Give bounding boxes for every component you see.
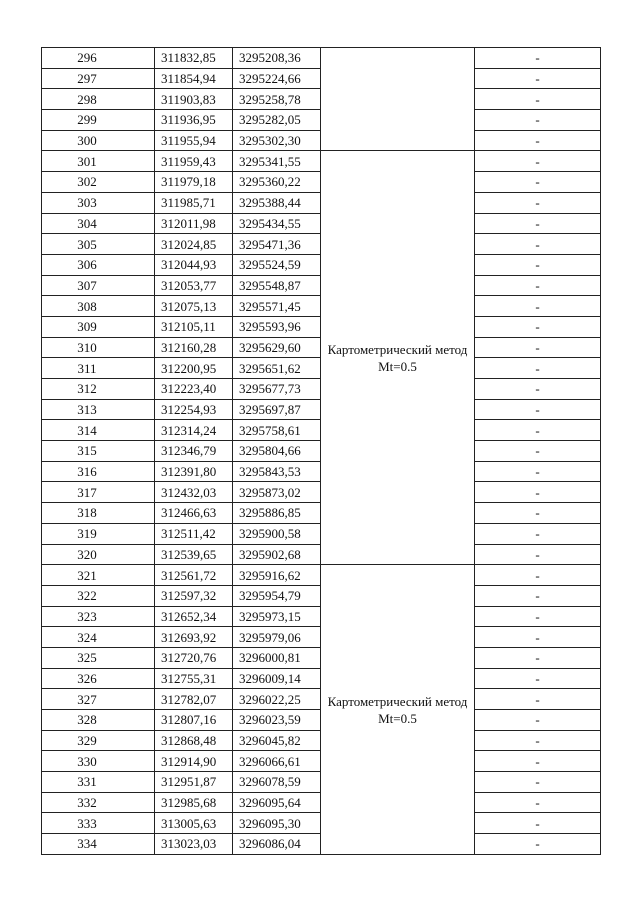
point-number: 329 — [42, 730, 155, 751]
error-value: - — [475, 420, 601, 441]
point-number: 333 — [42, 813, 155, 834]
coordinate-y: 3295571,45 — [233, 296, 321, 317]
coordinate-y: 3295651,62 — [233, 358, 321, 379]
method-cell — [321, 48, 475, 151]
table-row — [42, 48, 601, 69]
point-number: 303 — [42, 192, 155, 213]
point-number: 332 — [42, 792, 155, 813]
coordinate-y: 3295900,58 — [233, 523, 321, 544]
error-value: - — [475, 710, 601, 731]
point-number: 315 — [42, 441, 155, 462]
error-value: - — [475, 730, 601, 751]
point-number: 300 — [42, 130, 155, 151]
error-value: - — [475, 89, 601, 110]
point-number: 314 — [42, 420, 155, 441]
coordinate-y: 3295341,55 — [233, 151, 321, 172]
point-number: 305 — [42, 234, 155, 255]
coordinate-y: 3296045,82 — [233, 730, 321, 751]
coordinate-y: 3295916,62 — [233, 565, 321, 586]
point-number: 307 — [42, 275, 155, 296]
coordinate-y: 3295804,66 — [233, 441, 321, 462]
coordinate-y: 3295302,30 — [233, 130, 321, 151]
coordinate-y: 3295697,87 — [233, 399, 321, 420]
coordinate-x: 311832,85 — [155, 48, 233, 69]
coordinate-x: 312693,92 — [155, 627, 233, 648]
point-number: 302 — [42, 172, 155, 193]
coordinate-x: 311936,95 — [155, 110, 233, 131]
error-value: - — [475, 792, 601, 813]
coordinate-x: 312346,79 — [155, 441, 233, 462]
error-value: - — [475, 213, 601, 234]
coordinate-x: 313023,03 — [155, 834, 233, 855]
error-value: - — [475, 296, 601, 317]
coordinates-table-body — [42, 48, 601, 855]
point-number: 321 — [42, 565, 155, 586]
coordinate-x: 311979,18 — [155, 172, 233, 193]
error-value: - — [475, 441, 601, 462]
error-value: - — [475, 48, 601, 69]
coordinate-y: 3295979,06 — [233, 627, 321, 648]
coordinate-x: 312914,90 — [155, 751, 233, 772]
error-value: - — [475, 647, 601, 668]
error-value: - — [475, 751, 601, 772]
point-number: 309 — [42, 316, 155, 337]
error-value: - — [475, 585, 601, 606]
coordinate-y: 3296066,61 — [233, 751, 321, 772]
coordinate-x: 312720,76 — [155, 647, 233, 668]
error-value: - — [475, 358, 601, 379]
coordinate-y: 3296009,14 — [233, 668, 321, 689]
coordinate-y: 3296022,25 — [233, 689, 321, 710]
point-number: 331 — [42, 772, 155, 793]
error-value: - — [475, 813, 601, 834]
point-number: 308 — [42, 296, 155, 317]
coordinate-y: 3295629,60 — [233, 337, 321, 358]
coordinate-x: 312160,28 — [155, 337, 233, 358]
coordinate-x: 312511,42 — [155, 523, 233, 544]
point-number: 325 — [42, 647, 155, 668]
coordinate-y: 3295471,36 — [233, 234, 321, 255]
coordinate-x: 312075,13 — [155, 296, 233, 317]
coordinate-y: 3295388,44 — [233, 192, 321, 213]
coordinate-y: 3296078,59 — [233, 772, 321, 793]
coordinate-x: 312539,65 — [155, 544, 233, 565]
coordinate-x: 312466,63 — [155, 503, 233, 524]
point-number: 322 — [42, 585, 155, 606]
error-value: - — [475, 627, 601, 648]
point-number: 301 — [42, 151, 155, 172]
coordinate-x: 312254,93 — [155, 399, 233, 420]
coordinate-y: 3295758,61 — [233, 420, 321, 441]
error-value: - — [475, 503, 601, 524]
table-row — [42, 565, 601, 586]
coordinate-x: 311985,71 — [155, 192, 233, 213]
coordinate-y: 3295873,02 — [233, 482, 321, 503]
error-value: - — [475, 337, 601, 358]
coordinate-x: 311959,43 — [155, 151, 233, 172]
point-number: 316 — [42, 461, 155, 482]
error-value: - — [475, 234, 601, 255]
coordinate-x: 311854,94 — [155, 68, 233, 89]
point-number: 320 — [42, 544, 155, 565]
point-number: 328 — [42, 710, 155, 731]
coordinate-x: 312223,40 — [155, 379, 233, 400]
error-value: - — [475, 565, 601, 586]
point-number: 298 — [42, 89, 155, 110]
coordinate-x: 312951,87 — [155, 772, 233, 793]
coordinate-y: 3296095,30 — [233, 813, 321, 834]
point-number: 313 — [42, 399, 155, 420]
coordinate-y: 3295258,78 — [233, 89, 321, 110]
coordinate-y: 3296095,64 — [233, 792, 321, 813]
error-value: - — [475, 130, 601, 151]
error-value: - — [475, 68, 601, 89]
coordinate-x: 312011,98 — [155, 213, 233, 234]
error-value: - — [475, 275, 601, 296]
coordinate-x: 312561,72 — [155, 565, 233, 586]
coordinate-x: 313005,63 — [155, 813, 233, 834]
coordinate-y: 3295902,68 — [233, 544, 321, 565]
error-value: - — [475, 689, 601, 710]
coordinate-x: 312432,03 — [155, 482, 233, 503]
coordinate-x: 312200,95 — [155, 358, 233, 379]
error-value: - — [475, 668, 601, 689]
coordinate-x: 312782,07 — [155, 689, 233, 710]
point-number: 319 — [42, 523, 155, 544]
coordinate-y: 3295593,96 — [233, 316, 321, 337]
error-value: - — [475, 192, 601, 213]
coordinate-x: 312652,34 — [155, 606, 233, 627]
coordinate-x: 312044,93 — [155, 254, 233, 275]
point-number: 310 — [42, 337, 155, 358]
coordinate-x: 312807,16 — [155, 710, 233, 731]
coordinate-y: 3295360,22 — [233, 172, 321, 193]
error-value: - — [475, 379, 601, 400]
error-value: - — [475, 254, 601, 275]
error-value: - — [475, 151, 601, 172]
point-number: 311 — [42, 358, 155, 379]
error-value: - — [475, 399, 601, 420]
coordinate-y: 3295548,87 — [233, 275, 321, 296]
coordinate-y: 3295843,53 — [233, 461, 321, 482]
point-number: 327 — [42, 689, 155, 710]
coordinate-y: 3295282,05 — [233, 110, 321, 131]
coordinate-y: 3296086,04 — [233, 834, 321, 855]
error-value: - — [475, 110, 601, 131]
point-number: 296 — [42, 48, 155, 69]
error-value: - — [475, 772, 601, 793]
point-number: 297 — [42, 68, 155, 89]
coordinate-y: 3296023,59 — [233, 710, 321, 731]
coordinate-x: 312755,31 — [155, 668, 233, 689]
coordinate-x: 312024,85 — [155, 234, 233, 255]
coordinate-x: 312985,68 — [155, 792, 233, 813]
coordinates-table — [41, 47, 601, 855]
point-number: 324 — [42, 627, 155, 648]
point-number: 326 — [42, 668, 155, 689]
coordinate-x: 312053,77 — [155, 275, 233, 296]
error-value: - — [475, 316, 601, 337]
error-value: - — [475, 834, 601, 855]
error-value: - — [475, 482, 601, 503]
coordinate-x: 312105,11 — [155, 316, 233, 337]
coordinate-y: 3295224,66 — [233, 68, 321, 89]
point-number: 317 — [42, 482, 155, 503]
coordinate-x: 311955,94 — [155, 130, 233, 151]
table-row — [42, 151, 601, 172]
coordinate-y: 3295208,36 — [233, 48, 321, 69]
point-number: 318 — [42, 503, 155, 524]
coordinate-y: 3295677,73 — [233, 379, 321, 400]
coordinate-y: 3296000,81 — [233, 647, 321, 668]
coordinate-y: 3295524,59 — [233, 254, 321, 275]
point-number: 306 — [42, 254, 155, 275]
error-value: - — [475, 172, 601, 193]
coordinate-x: 312597,32 — [155, 585, 233, 606]
point-number: 330 — [42, 751, 155, 772]
error-value: - — [475, 606, 601, 627]
point-number: 334 — [42, 834, 155, 855]
error-value: - — [475, 544, 601, 565]
point-number: 323 — [42, 606, 155, 627]
point-number: 312 — [42, 379, 155, 400]
coordinate-x: 311903,83 — [155, 89, 233, 110]
coordinate-x: 312314,24 — [155, 420, 233, 441]
coordinate-y: 3295886,85 — [233, 503, 321, 524]
point-number: 299 — [42, 110, 155, 131]
point-number: 304 — [42, 213, 155, 234]
coordinate-x: 312391,80 — [155, 461, 233, 482]
coordinate-x: 312868,48 — [155, 730, 233, 751]
method-cell: Картометрический метод Mt=0.5 — [321, 151, 475, 565]
error-value: - — [475, 461, 601, 482]
error-value: - — [475, 523, 601, 544]
coordinate-y: 3295973,15 — [233, 606, 321, 627]
method-cell: Картометрический метод Mt=0.5 — [321, 565, 475, 855]
coordinate-y: 3295434,55 — [233, 213, 321, 234]
coordinate-y: 3295954,79 — [233, 585, 321, 606]
